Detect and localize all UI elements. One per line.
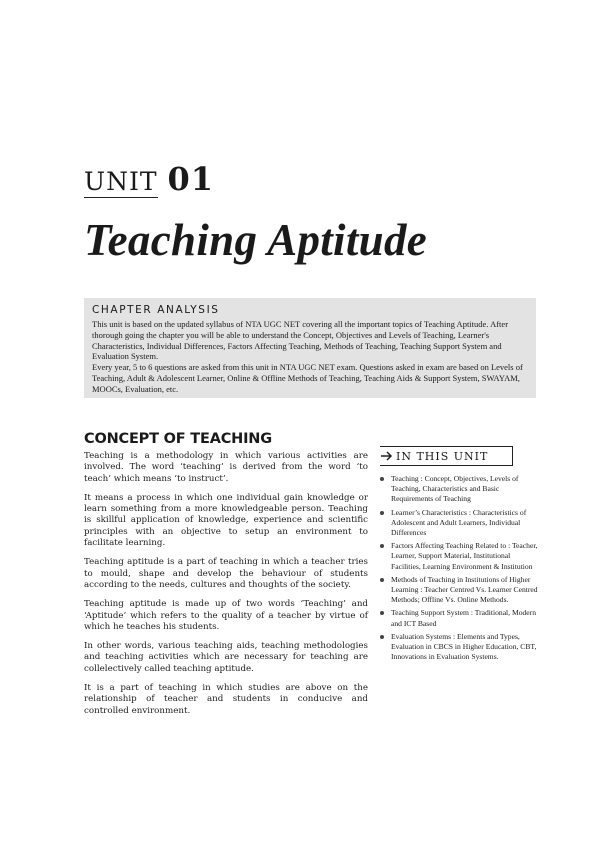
- list-item-text: Teaching : Concept, Objectives, Levels of Teaching, Characteristics and Basic Requirements of Teaching: [391, 474, 519, 504]
- chapter-analysis-paragraph: Every year, 5 to 6 questions are asked from this unit in NTA UGC NET exam. Questions asked in exam are based on Levels of Teaching, Adult & Adolescent Learner, Online & Offline Methods of Teaching, Teaching Aids & Support System, SWAYAM, MOOCs, Evaluation, etc.: [92, 362, 523, 394]
- list-item-text: Learner’s Characteristics : Characteristics of Adolescent and Adult Learners, Individual Differences: [391, 507, 527, 538]
- list-item-text: Methods of Teaching in Institutions of Higher Learning : Teacher Centred Vs. Learner Centred Methods; Offline Vs. Online Methods.: [391, 574, 538, 605]
- body-paragraph: Teaching aptitude is made up of two words ‘Teaching’ and ‘Aptitude’ which refers to the quality of a teacher by virtue of which he teaches his students.: [84, 599, 368, 632]
- section-heading: CONCEPT OF TEACHING: [84, 431, 272, 447]
- in-this-unit-heading-text: IN THIS UNIT: [396, 449, 489, 463]
- list-item-text: Evaluation Systems : Elements and Types, Evaluation in CBCS in Higher Education, CBT, Innovations in Evaluation Systems.: [391, 631, 537, 662]
- bullet-icon: [380, 477, 384, 481]
- bullet-icon: [380, 544, 384, 548]
- in-this-unit-heading: [380, 446, 513, 466]
- in-this-unit-list: [380, 474, 540, 662]
- body-paragraph: In other words, various teaching aids, teaching methodologies and teaching activities which are necessary for teaching are collelectively called teaching aptitude.: [84, 641, 368, 674]
- chapter-analysis-paragraph: This unit is based on the updated syllabus of NTA UGC NET covering all the important topics of Teaching Aptitude. After thorough going the chapter you will be able to understand the Concept, Objectives and Levels of Teaching, Learner's Characteristics, Individual Differences, Factors Affecting Teaching, Methods of Teaching, Teaching Support System and Evaluation System.: [92, 319, 509, 362]
- list-item: [380, 632, 540, 663]
- in-this-unit-panel: [380, 446, 540, 665]
- body-text-column: [84, 451, 368, 725]
- body-paragraph: It means a process in which one individual gain knowledge or learn something from a more knowledgeable person. Teaching is skillful application of knowledge, experience and scientific principles with an objective to setup an environment to facilitate learning.: [84, 492, 368, 549]
- body-paragraph: It is a part of teaching in which studies are above on the relationship of teacher and students in conducive and controlled environment.: [84, 683, 368, 716]
- body-paragraph: Teaching is a methodology in which various activities are involved. The word ‘teaching’ is derived from the word ‘to teach’ which means ‘to instruct’.: [84, 451, 368, 484]
- list-item-text: Factors Affecting Teaching Related to : Teacher, Learner, Support Material, Institutional Facilities, Learning Environment & Institution: [391, 541, 538, 571]
- list-item: [380, 474, 540, 505]
- bullet-icon: [380, 611, 384, 615]
- list-item-text: Teaching Support System : Traditional, Modern and ICT Based: [391, 608, 537, 628]
- chapter-analysis-heading: CHAPTER ANALYSIS: [92, 304, 220, 316]
- list-item: [380, 508, 540, 539]
- bullet-icon: [380, 511, 384, 515]
- list-item: [380, 541, 540, 572]
- chapter-analysis-box: [84, 298, 536, 398]
- chapter-title: Teaching Aptitude: [84, 215, 428, 265]
- body-paragraph: Teaching aptitude is a part of teaching in which a teacher tries to mould, shape and develop the behaviour of students according to the needs, cultures and thoughts of the society.: [84, 557, 368, 590]
- list-item: [380, 575, 540, 606]
- unit-number: 01: [167, 160, 215, 198]
- unit-label: [84, 160, 214, 198]
- arrow-right-icon: [380, 449, 394, 463]
- list-item: [380, 608, 540, 628]
- unit-word: UNIT: [84, 167, 158, 196]
- bullet-icon: [380, 578, 384, 582]
- bullet-icon: [380, 635, 384, 639]
